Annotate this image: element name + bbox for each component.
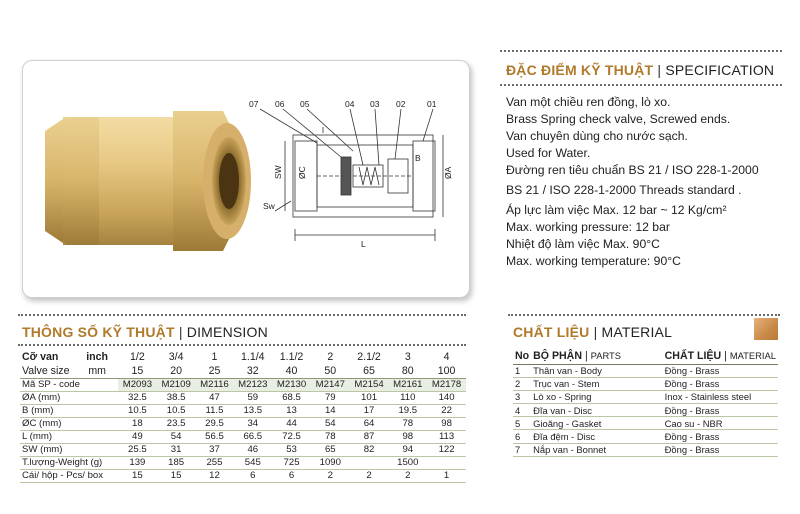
table-row: [20, 430, 466, 443]
material-material: Inox - Stainless steel: [663, 390, 778, 403]
table-cell: 11.5: [196, 404, 234, 417]
header-parts-vn: BỘ PHẬN: [533, 350, 582, 363]
label-b: B: [415, 153, 421, 163]
table-cell: 122: [427, 443, 466, 456]
table-cell: 113: [427, 430, 466, 443]
material-title-en: MATERIAL: [601, 324, 673, 340]
table-cell: M2147: [311, 378, 350, 391]
table-cell: 54: [157, 430, 196, 443]
table-row: [20, 404, 466, 417]
material-no: 7: [513, 443, 531, 456]
table-cell: M2178: [427, 378, 466, 391]
part-number-07: 07: [249, 99, 259, 109]
list-item: [513, 404, 778, 417]
table-cell: 1500: [388, 456, 427, 469]
table-cell: 13.5: [233, 404, 272, 417]
table-cell: 14: [311, 404, 350, 417]
list-item: [513, 390, 778, 403]
label-sw-bottom: Sw: [263, 201, 275, 211]
table-cell: 79: [311, 391, 350, 404]
dimension-title: THÔNG SỐ KỸ THUẬT | DIMENSION: [22, 324, 268, 340]
material-title-vn: CHẤT LIỆU: [513, 324, 590, 340]
table-cell: 29.5: [196, 417, 234, 430]
dimension-rule-top: [18, 314, 466, 316]
table-cell: 72.5: [272, 430, 311, 443]
table-cell: 725: [272, 456, 311, 469]
label-l: L: [361, 239, 366, 249]
material-part: Thân van - Body: [531, 364, 663, 377]
material-table: [513, 349, 778, 457]
table-cell: 49: [118, 430, 157, 443]
spec-title-vn: ĐẶC ĐIỂM KỸ THUẬT: [506, 62, 654, 78]
table-cell: 6: [272, 469, 311, 482]
table-cell: 23.5: [157, 417, 196, 430]
part-number-05: 05: [300, 99, 310, 109]
table-cell: 31: [157, 443, 196, 456]
row-label: ØA (mm): [20, 391, 118, 404]
table-cell: 10.5: [157, 404, 196, 417]
material-no: 2: [513, 377, 531, 390]
table-cell: M2123: [233, 378, 272, 391]
material-material: Đồng - Brass: [663, 377, 778, 390]
table-cell: 255: [196, 456, 234, 469]
label-a: ØA: [443, 166, 453, 179]
spec-line: Nhiệt độ làm việc Max. 90°C: [506, 237, 660, 251]
table-cell: 56.5: [196, 430, 234, 443]
spec-title: ĐẶC ĐIỂM KỸ THUẬT | SPECIFICATION: [506, 62, 775, 78]
row-label: L (mm): [20, 430, 118, 443]
table-cell: 545: [233, 456, 272, 469]
inch-cell: 2.1/2: [357, 351, 381, 363]
material-no: 4: [513, 404, 531, 417]
table-cell: 1: [427, 469, 466, 482]
spec-rule-top: [500, 50, 782, 52]
row-label: B (mm): [20, 404, 118, 417]
table-cell: 13: [272, 404, 311, 417]
table-cell: 53: [272, 443, 311, 456]
table-cell: 78: [388, 417, 427, 430]
material-header: No BỘ PHẬN | PARTS CHẤT LIỆU | MATERIAL: [515, 350, 776, 363]
table-row: [20, 378, 466, 391]
material-no: 5: [513, 417, 531, 430]
inch-cell: 1.1/4: [241, 351, 265, 363]
table-cell: 1090: [311, 456, 350, 469]
material-rule-top: [508, 314, 780, 316]
header-parts-en: PARTS: [590, 350, 622, 362]
part-number-06: 06: [275, 99, 285, 109]
table-cell: M2154: [350, 378, 389, 391]
label-c: ØC: [297, 166, 307, 179]
dimension-title-vn: THÔNG SỐ KỸ THUẬT: [22, 324, 175, 340]
table-cell: 2: [311, 469, 350, 482]
list-item: [513, 377, 778, 390]
mm-cell: 50: [311, 364, 350, 378]
dimension-header-mm: [20, 364, 466, 378]
material-material: Đồng - Brass: [663, 404, 778, 417]
list-item: [513, 443, 778, 456]
material-body: [513, 364, 778, 456]
table-cell: [427, 456, 466, 469]
table-cell: M2116: [196, 378, 234, 391]
spec-title-en: SPECIFICATION: [665, 62, 775, 78]
inch-cell: 1/2: [130, 351, 145, 363]
spec-line: Used for Water.: [506, 146, 591, 160]
row-label: ØC (mm): [20, 417, 118, 430]
part-number-02: 02: [396, 99, 406, 109]
spec-line: Áp lực làm việc Max. 12 bar ~ 12 Kg/cm²: [506, 203, 727, 217]
table-row: [20, 391, 466, 404]
table-cell: 46: [233, 443, 272, 456]
table-cell: 6: [233, 469, 272, 482]
label-sw-side: SW: [273, 165, 283, 179]
table-cell: 25.5: [118, 443, 157, 456]
dimension-title-en: DIMENSION: [186, 324, 268, 340]
table-cell: M2109: [157, 378, 196, 391]
spec-line: Van chuyên dùng cho nước sạch.: [506, 129, 688, 143]
mm-cell: 65: [350, 364, 389, 378]
table-cell: 82: [350, 443, 389, 456]
header-no: No: [515, 350, 530, 363]
table-cell: 2: [388, 469, 427, 482]
table-cell: 59: [233, 391, 272, 404]
table-cell: 44: [272, 417, 311, 430]
valve-photo: [45, 111, 251, 251]
inch-cell: 3/4: [168, 351, 184, 363]
list-item: [513, 417, 778, 430]
table-cell: M2161: [388, 378, 427, 391]
spec-line: Đường ren tiêu chuẩn BS 21 / ISO 228-1-2000: [506, 163, 759, 177]
mm-cell: 25: [196, 364, 234, 378]
spec-list: [506, 94, 796, 270]
header-unit-2: mm: [88, 364, 106, 377]
header-label-2: Valve size: [22, 364, 70, 377]
row-label: Mã SP - code: [20, 378, 118, 391]
table-cell: 54: [311, 417, 350, 430]
mm-cell: 15: [118, 364, 157, 378]
part-number-04: 04: [345, 99, 355, 109]
table-cell: 47: [196, 391, 234, 404]
material-material: Đồng - Brass: [663, 364, 778, 377]
table-cell: 64: [350, 417, 389, 430]
table-cell: 98: [388, 430, 427, 443]
dimension-body: [20, 378, 466, 482]
table-cell: 32.5: [118, 391, 157, 404]
dimension-table: [20, 350, 466, 483]
table-cell: 94: [388, 443, 427, 456]
table-cell: 2: [350, 469, 389, 482]
table-row: [20, 469, 466, 482]
row-label: T.lượng-Weight (g): [20, 456, 118, 469]
inch-cell: 3: [404, 351, 411, 363]
table-cell: 66.5: [233, 430, 272, 443]
table-row: [20, 443, 466, 456]
inch-cell: 1.1/2: [279, 351, 304, 363]
table-cell: 78: [311, 430, 350, 443]
inch-cell: 1: [211, 351, 218, 363]
table-cell: 110: [388, 391, 427, 404]
table-cell: 19.5: [388, 404, 427, 417]
spec-line: Max. working temperature: 90°C: [506, 254, 681, 268]
dimension-header-inch: [20, 350, 466, 364]
material-title: CHẤT LIỆU | MATERIAL: [513, 324, 673, 340]
table-cell: 139: [118, 456, 157, 469]
row-label: SW (mm): [20, 443, 118, 456]
table-cell: 22: [427, 404, 466, 417]
table-cell: 185: [157, 456, 196, 469]
part-number-03: 03: [370, 99, 380, 109]
table-cell: 12: [196, 469, 234, 482]
product-illustration: [23, 61, 471, 299]
material-no: 3: [513, 390, 531, 403]
inch-cell: 2: [327, 351, 334, 363]
table-cell: 18: [118, 417, 157, 430]
table-cell: M2093: [118, 378, 157, 391]
inch-cell: 4: [443, 351, 450, 363]
table-cell: 38.5: [157, 391, 196, 404]
dimension-rule-bottom: [18, 344, 466, 346]
material-part: Đĩa van - Disc: [531, 404, 663, 417]
table-cell: 17: [350, 404, 389, 417]
table-cell: 87: [350, 430, 389, 443]
spec-line: Brass Spring check valve, Screwed ends.: [506, 112, 731, 126]
table-row: [20, 456, 466, 469]
part-number-01: 01: [427, 99, 437, 109]
list-item: [513, 430, 778, 443]
table-cell: M2130: [272, 378, 311, 391]
material-material: Cao su - NBR: [663, 417, 778, 430]
mm-cell: 20: [157, 364, 196, 378]
header-mat-en: MATERIAL: [729, 350, 776, 362]
row-label: Cái/ hộp - Pcs/ box: [20, 469, 118, 482]
table-cell: 68.5: [272, 391, 311, 404]
table-cell: 10.5: [118, 404, 157, 417]
mm-cell: 32: [233, 364, 272, 378]
mm-cell: 100: [427, 364, 466, 378]
mm-cell: 80: [388, 364, 427, 378]
brass-swatch: [754, 318, 778, 340]
table-cell: [350, 456, 389, 469]
spec-line: Max. working pressure: 12 bar: [506, 220, 670, 234]
table-cell: 140: [427, 391, 466, 404]
table-cell: 34: [233, 417, 272, 430]
material-material: Đồng - Brass: [663, 443, 778, 456]
product-panel: [22, 60, 470, 298]
technical-drawing: [260, 109, 443, 241]
spec-line: BS 21 / ISO 228-1-2000 Threads standard .: [506, 183, 742, 197]
header-label-1: Cỡ van: [22, 351, 59, 363]
material-no: 1: [513, 364, 531, 377]
list-item: [513, 364, 778, 377]
material-material: Đồng - Brass: [663, 430, 778, 443]
spec-line: Van một chiều ren đồng, lò xo.: [506, 95, 671, 109]
header-unit-1: inch: [86, 351, 108, 363]
material-part: Gioăng - Gasket: [531, 417, 663, 430]
table-cell: 101: [350, 391, 389, 404]
spec-rule-bottom: [500, 84, 782, 86]
table-row: [20, 417, 466, 430]
material-no: 6: [513, 430, 531, 443]
mm-cell: 40: [272, 364, 311, 378]
material-part: Nắp van - Bonnet: [531, 443, 663, 456]
material-part: Lò xo - Spring: [531, 390, 663, 403]
table-cell: 98: [427, 417, 466, 430]
header-mat-vn: CHẤT LIỆU: [664, 350, 722, 363]
table-cell: 15: [118, 469, 157, 482]
material-part: Trục van - Stem: [531, 377, 663, 390]
material-part: Đĩa đệm - Disc: [531, 430, 663, 443]
table-cell: 37: [196, 443, 234, 456]
table-cell: 15: [157, 469, 196, 482]
table-cell: 65: [311, 443, 350, 456]
